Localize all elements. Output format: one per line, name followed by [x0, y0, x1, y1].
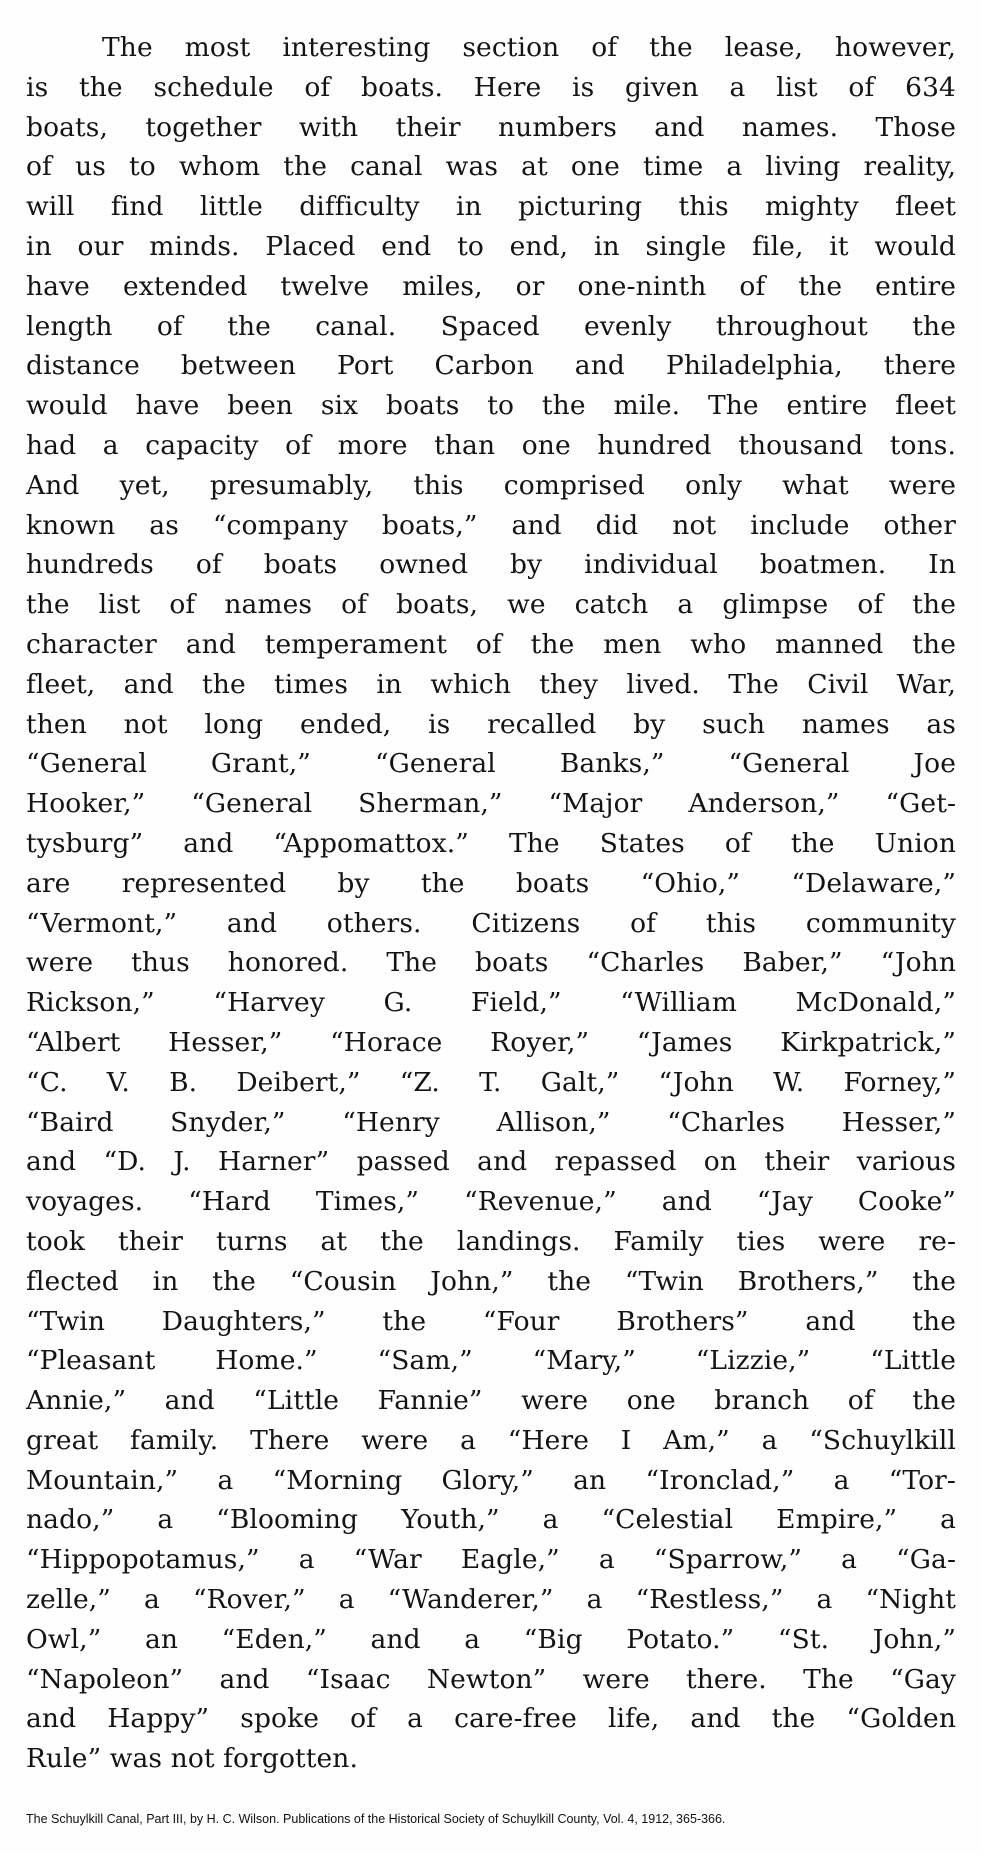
- paragraph-line: were thus honored. The boats “Charles Baber,” “John: [26, 947, 956, 979]
- paragraph-line: “Vermont,” and others. Citizens of this community: [26, 907, 956, 939]
- paragraph-line: flected in the “Cousin John,” the “Twin Brothers,” the: [26, 1265, 956, 1297]
- paragraph-line: have extended twelve miles, or one-ninth of the entire: [26, 270, 956, 302]
- source-caption: The Schuylkill Canal, Part III, by H. C. Wilson. Publications of the Historical Society of Schuylkill County, Vol. 4, 1912, 365-366.: [26, 1812, 726, 1826]
- paragraph-line: Annie,” and “Little Fannie” were one branch of the: [26, 1385, 956, 1417]
- paragraph-line: boats, together with their numbers and names. Those: [26, 111, 956, 143]
- paragraph-line: “Pleasant Home.” “Sam,” “Mary,” “Lizzie,” “Little: [26, 1345, 956, 1377]
- paragraph-line: great family. There were a “Here I Am,” a “Schuylkill: [26, 1424, 956, 1456]
- paragraph-line: “Albert Hesser,” “Horace Royer,” “James Kirkpatrick,”: [26, 1026, 956, 1058]
- paragraph-line: had a capacity of more than one hundred thousand tons.: [26, 429, 956, 461]
- paragraph-line: fleet, and the times in which they lived. The Civil War,: [26, 668, 956, 700]
- paragraph-line: “Hippopotamus,” a “War Eagle,” a “Sparrow,” a “Ga-: [26, 1544, 956, 1576]
- paragraph-line: “Napoleon” and “Isaac Newton” were there. The “Gay: [26, 1663, 956, 1695]
- paragraph-line: zelle,” a “Rover,” a “Wanderer,” a “Restless,” a “Night: [26, 1584, 956, 1616]
- paragraph-line: The most interesting section of the lease, however,: [102, 32, 956, 63]
- paragraph-line: character and temperament of the men who manned the: [26, 628, 956, 660]
- paragraph-line: known as “company boats,” and did not include other: [26, 509, 956, 541]
- paragraph-line: and “D. J. Harner” passed and repassed on their various: [26, 1146, 956, 1178]
- paragraph-line: “C. V. B. Deibert,” “Z. T. Galt,” “John W. Forney,”: [26, 1066, 956, 1098]
- paragraph-line: hundreds of boats owned by individual boatmen. In: [26, 549, 956, 581]
- body-paragraph: [26, 28, 956, 1779]
- paragraph-line: would have been six boats to the mile. The entire fleet: [26, 390, 956, 422]
- paragraph-line: Rule” was not forgotten.: [26, 1743, 358, 1775]
- paragraph-line: length of the canal. Spaced evenly throughout the: [26, 310, 956, 342]
- paragraph-line: And yet, presumably, this comprised only what were: [26, 469, 956, 501]
- paragraph-line: Hooker,” “General Sherman,” “Major Anderson,” “Get-: [26, 788, 956, 820]
- paragraph-line: “Baird Snyder,” “Henry Allison,” “Charles Hesser,”: [26, 1106, 956, 1138]
- paragraph-line: in our minds. Placed end to end, in single file, it would: [26, 230, 956, 262]
- paragraph-line: the list of names of boats, we catch a glimpse of the: [26, 589, 956, 621]
- paragraph-line: will find little difficulty in picturing this mighty fleet: [26, 191, 956, 223]
- paragraph-line: then not long ended, is recalled by such names as: [26, 708, 956, 740]
- paragraph-line: is the schedule of boats. Here is given a list of 634: [26, 71, 956, 103]
- paragraph-line: tysburg” and “Appomattox.” The States of the Union: [26, 827, 956, 859]
- paragraph-line: “General Grant,” “General Banks,” “General Joe: [26, 748, 956, 780]
- paragraph-line: nado,” a “Blooming Youth,” a “Celestial Empire,” a: [26, 1504, 956, 1536]
- paragraph-line: distance between Port Carbon and Philadelphia, there: [26, 350, 956, 382]
- paragraph-line: Owl,” an “Eden,” and a “Big Potato.” “St. John,”: [26, 1623, 956, 1655]
- paragraph-line: “Twin Daughters,” the “Four Brothers” and the: [26, 1305, 956, 1337]
- paragraph-line: and Happy” spoke of a care-free life, and the “Golden: [26, 1703, 956, 1735]
- paragraph-line: Rickson,” “Harvey G. Field,” “William McDonald,”: [26, 987, 956, 1019]
- paragraph-line: Mountain,” a “Morning Glory,” an “Ironclad,” a “Tor-: [26, 1464, 956, 1496]
- paragraph-line: voyages. “Hard Times,” “Revenue,” and “Jay Cooke”: [26, 1186, 956, 1218]
- paragraph-line: took their turns at the landings. Family ties were re-: [26, 1225, 956, 1257]
- paragraph-line: are represented by the boats “Ohio,” “Delaware,”: [26, 867, 956, 899]
- paragraph-line: of us to whom the canal was at one time a living reality,: [26, 151, 956, 183]
